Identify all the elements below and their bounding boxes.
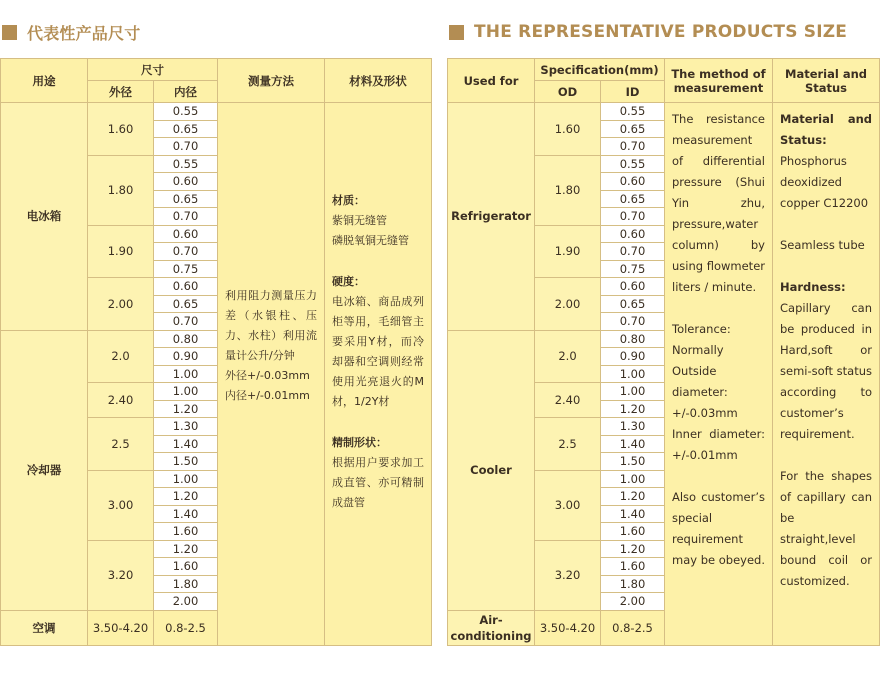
id-cell: 0.65 (154, 120, 218, 138)
en-material-note (780, 109, 872, 592)
id-cell: 0.90 (601, 348, 665, 366)
en-method-note (672, 109, 765, 571)
id-cell: 0.75 (601, 260, 665, 278)
id-cell: 0.55 (601, 155, 665, 173)
cn-material-note (332, 191, 424, 513)
id-cell: 0.70 (601, 138, 665, 156)
id-cell: 1.40 (154, 505, 218, 523)
id-cell: 1.60 (601, 558, 665, 576)
cn-header-use: 用途 (1, 59, 88, 103)
cn-material-title: 材质： (332, 194, 365, 207)
id-cell: 1.40 (601, 435, 665, 453)
en-seamless-text: Seamless tube (780, 238, 865, 252)
id-cell: 0.60 (154, 225, 218, 243)
od-cell: 1.90 (88, 225, 154, 278)
en-hardness-title: Hardness: (780, 280, 846, 294)
en-header-material: Material and Status (773, 59, 880, 103)
en-use-refrigerator: Refrigerator (448, 103, 535, 331)
en-special-text: Also customer’s special requirement may be obeyed. (672, 490, 765, 567)
heading-square-icon (2, 25, 17, 40)
id-cell: 0.60 (601, 173, 665, 191)
cn-hardness-title: 硬度： (332, 275, 365, 288)
cn-heading-text: 代表性产品尺寸 (27, 23, 141, 43)
cn-header-method: 测量方法 (218, 59, 325, 103)
ac-od-cell: 3.50-4.20 (88, 610, 154, 645)
id-cell: 1.30 (154, 418, 218, 436)
table-row (1, 103, 432, 121)
en-header-use: Used for (448, 59, 535, 103)
id-cell: 1.00 (154, 383, 218, 401)
id-cell: 1.40 (601, 505, 665, 523)
cn-material-line-1: 紫铜无缝管 (332, 214, 387, 227)
heading-square-icon (449, 25, 464, 40)
id-cell: 1.00 (154, 365, 218, 383)
cn-header-material: 材料及形状 (325, 59, 432, 103)
cn-header-od: 外径 (88, 81, 154, 103)
od-cell: 2.0 (535, 330, 601, 383)
id-cell: 1.60 (154, 523, 218, 541)
od-cell: 3.20 (88, 540, 154, 610)
cn-material-cell (325, 103, 432, 646)
cn-method-desc: 利用阻力测量压力差（水银柱、压力、水柱）利用流量计公升/分钟 (225, 289, 317, 362)
en-tolerance-od: Outside diameter: +/-0.03mm (672, 364, 738, 420)
od-cell: 1.90 (535, 225, 601, 278)
id-cell: 1.20 (154, 540, 218, 558)
en-hardness-text: Capillary can be produced in Hard,soft or semi-soft status according to customer’s requirement. (780, 301, 872, 441)
cn-hardness-text: 电冰箱、商品成列柜等用，毛细管主要采用Y材，而冷却器和空调则经常使用光亮退火的M材，1/2Y材 (332, 295, 424, 408)
od-cell: 2.40 (88, 383, 154, 418)
en-material-text: Phosphorus deoxidized copper C12200 (780, 154, 869, 210)
en-header-id: ID (601, 81, 665, 103)
id-cell: 0.60 (601, 225, 665, 243)
id-cell: 0.60 (154, 173, 218, 191)
id-cell: 0.70 (154, 138, 218, 156)
table-row (448, 103, 880, 121)
id-cell: 0.70 (601, 208, 665, 226)
id-cell: 1.50 (601, 453, 665, 471)
od-cell: 1.80 (535, 155, 601, 225)
cn-method-cell (218, 103, 325, 646)
cn-header-size: 尺寸 (88, 59, 218, 81)
en-spec-table (447, 58, 880, 646)
od-cell: 3.20 (535, 540, 601, 610)
cn-section-heading (2, 20, 140, 44)
id-cell: 0.70 (154, 243, 218, 261)
en-method-text: The resistance measurement of differential pressure (Shui Yin zhu, pressure,water column) by using flowmeter liters / minute. (672, 112, 765, 294)
od-cell: 2.40 (535, 383, 601, 418)
cn-use-air-conditioning: 空调 (1, 610, 88, 645)
en-section-heading (449, 20, 847, 44)
cn-method-id-tolerance: 内径+/-0.01mm (225, 389, 310, 402)
id-cell: 0.60 (154, 278, 218, 296)
en-material-cell (773, 103, 880, 646)
id-cell: 0.70 (154, 313, 218, 331)
cn-material-line-2: 磷脱氧铜无缝管 (332, 234, 409, 247)
id-cell: 1.20 (154, 488, 218, 506)
en-header-od: OD (535, 81, 601, 103)
en-tolerance-normally: Normally (672, 343, 724, 357)
id-cell: 1.30 (601, 418, 665, 436)
od-cell: 3.00 (88, 470, 154, 540)
id-cell: 0.70 (601, 243, 665, 261)
od-cell: 1.60 (88, 103, 154, 156)
ac-od-cell: 3.50-4.20 (535, 610, 601, 645)
en-use-cooler: Cooler (448, 330, 535, 610)
ac-id-cell: 0.8-2.5 (154, 610, 218, 645)
id-cell: 1.40 (154, 435, 218, 453)
id-cell: 0.65 (601, 190, 665, 208)
id-cell: 1.60 (154, 558, 218, 576)
od-cell: 2.5 (88, 418, 154, 471)
id-cell: 0.60 (601, 278, 665, 296)
en-method-cell (665, 103, 773, 646)
od-cell: 2.00 (88, 278, 154, 331)
cn-use-refrigerator: 电冰箱 (1, 103, 88, 331)
id-cell: 0.55 (154, 155, 218, 173)
id-cell: 1.20 (154, 400, 218, 418)
id-cell: 1.00 (601, 383, 665, 401)
cn-method-note (225, 286, 317, 406)
od-cell: 1.80 (88, 155, 154, 225)
cn-spec-table (0, 58, 432, 646)
id-cell: 1.50 (154, 453, 218, 471)
en-material-title: Material and Status: (780, 112, 872, 147)
od-cell: 2.5 (535, 418, 601, 471)
id-cell: 0.65 (154, 190, 218, 208)
id-cell: 0.55 (601, 103, 665, 121)
cn-method-od-tolerance: 外径+/-0.03mm (225, 369, 310, 382)
id-cell: 0.55 (154, 103, 218, 121)
en-shapes-text: For the shapes of capillary can be straight,level bound coil or customized. (780, 469, 872, 588)
en-tolerance-id: Inner diameter: +/-0.01mm (672, 427, 765, 462)
od-cell: 1.60 (535, 103, 601, 156)
en-header-spec: Specification(mm) (535, 59, 665, 81)
id-cell: 1.00 (154, 470, 218, 488)
cn-shape-text: 根据用户要求加工成直管、亦可精制成盘管 (332, 456, 424, 509)
id-cell: 0.65 (601, 295, 665, 313)
od-cell: 3.00 (535, 470, 601, 540)
id-cell: 1.60 (601, 523, 665, 541)
en-heading-text: THE REPRESENTATIVE PRODUCTS SIZE (474, 22, 848, 42)
id-cell: 1.20 (601, 540, 665, 558)
id-cell: 0.80 (154, 330, 218, 348)
od-cell: 2.0 (88, 330, 154, 383)
id-cell: 0.75 (154, 260, 218, 278)
id-cell: 0.70 (154, 208, 218, 226)
id-cell: 0.90 (154, 348, 218, 366)
id-cell: 0.80 (601, 330, 665, 348)
id-cell: 1.20 (601, 488, 665, 506)
id-cell: 1.00 (601, 365, 665, 383)
cn-header-id: 内径 (154, 81, 218, 103)
id-cell: 2.00 (154, 593, 218, 611)
cn-shape-title: 精制形状： (332, 436, 387, 449)
ac-id-cell: 0.8-2.5 (601, 610, 665, 645)
id-cell: 1.80 (154, 575, 218, 593)
id-cell: 2.00 (601, 593, 665, 611)
od-cell: 2.00 (535, 278, 601, 331)
id-cell: 1.20 (601, 400, 665, 418)
id-cell: 0.65 (154, 295, 218, 313)
id-cell: 0.70 (601, 313, 665, 331)
en-tolerance-title: Tolerance: (672, 322, 731, 336)
id-cell: 1.00 (601, 470, 665, 488)
en-header-method: The method of measurement (665, 59, 773, 103)
cn-use-cooler: 冷却器 (1, 330, 88, 610)
en-use-air-conditioning: Air-conditioning (448, 610, 535, 645)
id-cell: 1.80 (601, 575, 665, 593)
id-cell: 0.65 (601, 120, 665, 138)
